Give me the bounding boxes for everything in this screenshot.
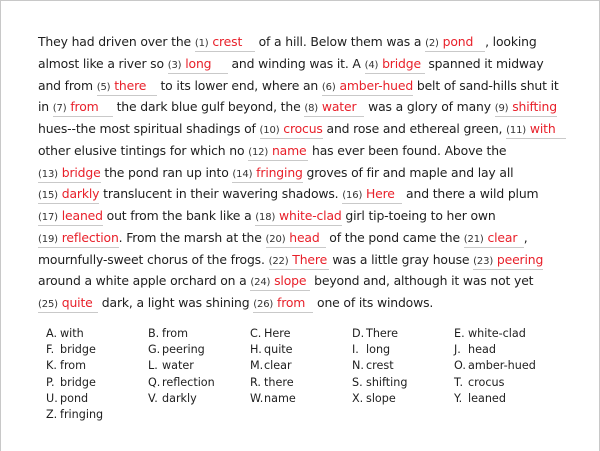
word-option: [352, 327, 454, 343]
option-word: darkly: [162, 391, 197, 405]
option-word: clear: [264, 359, 292, 373]
answer-blank[interactable]: [495, 99, 557, 117]
option-letter: V.: [148, 391, 158, 405]
passage-text: of a hill. Below them was a: [254, 34, 426, 49]
option-word: crocus: [468, 375, 505, 389]
filled-answer: quite: [61, 295, 93, 310]
blank-number: (7): [52, 103, 67, 115]
word-option: [46, 359, 148, 375]
blank-number: (23): [473, 255, 494, 267]
passage-text: belt of sand-hills shut it in: [38, 77, 559, 115]
word-option: [148, 376, 250, 392]
option-letter: Q.: [148, 375, 161, 389]
option-word: bridge: [60, 375, 96, 389]
word-option: [46, 343, 148, 359]
answer-blank[interactable]: [253, 295, 313, 313]
passage-text: out from the bank like a: [102, 208, 256, 223]
passage-text: beyond and, although it was not yet: [310, 273, 534, 289]
passage-text: the dark blue gulf beyond, the: [112, 99, 305, 115]
option-word: white-clad: [468, 327, 526, 340]
word-bank: [46, 327, 564, 424]
word-option: [148, 327, 250, 343]
answer-blank[interactable]: [248, 143, 308, 161]
answer-blank[interactable]: [38, 208, 103, 226]
word-option: [148, 343, 250, 359]
passage-text: They had driven over the: [38, 34, 195, 49]
option-word: name: [264, 391, 296, 405]
word-option: [454, 376, 564, 392]
option-word: amber-hued: [468, 359, 536, 373]
option-word: from: [162, 327, 189, 340]
option-word: peering: [162, 343, 205, 357]
option-word: fringing: [60, 407, 104, 421]
blank-number: (22): [268, 255, 289, 267]
option-letter: W.: [250, 391, 264, 405]
blank-number: (4): [364, 59, 379, 71]
word-option: [352, 359, 454, 375]
filled-answer: bridge: [382, 55, 421, 71]
option-word: there: [264, 375, 294, 389]
option-letter: C.: [250, 327, 262, 340]
passage-text: the pond ran up into: [100, 164, 233, 180]
filled-answer: shifting: [512, 99, 557, 115]
passage-text: hues--the most spiritual shadings of: [38, 121, 260, 136]
passage-text: dark, a light was shining: [98, 295, 254, 310]
option-word: water: [162, 359, 194, 373]
blank-number: (2): [425, 38, 439, 49]
blank-number: (20): [265, 233, 286, 245]
filled-answer: amber-hued: [339, 77, 414, 93]
passage-text: other elusive tintings for which no: [38, 142, 249, 158]
option-letter: Y.: [454, 391, 463, 405]
passage-text: girl tip-toeing to her own: [341, 208, 496, 223]
answer-blank[interactable]: [38, 295, 98, 313]
word-option: [46, 408, 148, 424]
answer-blank[interactable]: [250, 273, 310, 291]
answer-blank[interactable]: [232, 165, 302, 183]
passage-text: , mournfully-sweet chorus of the frogs.: [38, 229, 528, 267]
option-letter: M.: [250, 359, 264, 373]
passage-text: spanned it midway and from: [38, 55, 544, 93]
option-letter: A.: [46, 327, 58, 340]
answer-blank[interactable]: [38, 165, 101, 183]
option-word: from: [60, 359, 87, 373]
blank-number: (14): [232, 168, 253, 180]
word-option: [46, 376, 148, 392]
word-option: [250, 376, 352, 392]
answer-blank[interactable]: [195, 34, 255, 52]
option-word: crest: [366, 359, 394, 373]
filled-answer: name: [271, 142, 307, 158]
blank-number: (25): [38, 299, 58, 310]
passage-text: has ever been found. Above the: [308, 142, 507, 158]
passage-text: around a white apple orchard on a: [38, 273, 251, 289]
word-option: [454, 327, 564, 343]
filled-answer: white-clad: [279, 208, 342, 223]
answer-blank[interactable]: [473, 252, 543, 270]
filled-answer: Here: [366, 186, 395, 202]
passage-text: groves of fir and maple and lay all: [302, 164, 514, 180]
filled-answer: crest: [212, 34, 243, 49]
answer-blank[interactable]: [53, 99, 113, 117]
option-letter: O.: [454, 359, 466, 373]
word-option: [454, 359, 564, 375]
option-word: Here: [264, 327, 291, 340]
answer-blank[interactable]: [342, 186, 402, 204]
option-letter: D.: [352, 327, 365, 340]
option-letter: G.: [148, 343, 161, 357]
blank-number: (26): [253, 299, 274, 310]
option-word: bridge: [60, 343, 96, 357]
filled-answer: from: [276, 295, 306, 310]
option-word: with: [60, 327, 84, 340]
filled-answer: fringing: [256, 164, 303, 180]
option-word: slope: [366, 391, 396, 405]
word-option: [250, 327, 352, 343]
word-option: [250, 343, 352, 359]
option-word: leaned: [468, 391, 506, 405]
filled-answer: head: [289, 229, 320, 245]
blank-number: (17): [38, 212, 58, 223]
filled-answer: clear: [487, 229, 518, 245]
passage-text: of the pond came the: [325, 229, 464, 245]
blank-number: (16): [342, 190, 363, 202]
filled-answer: with: [529, 121, 556, 136]
option-letter: H.: [250, 343, 262, 357]
blank-number: (8): [304, 103, 319, 115]
answer-blank[interactable]: [464, 230, 524, 248]
blank-number: (13): [38, 168, 58, 180]
word-option: [454, 392, 564, 408]
word-option: [250, 392, 352, 408]
answer-blank[interactable]: [38, 230, 119, 248]
answer-blank[interactable]: [255, 208, 341, 226]
word-option: [46, 327, 148, 343]
filled-answer: pond: [442, 34, 474, 49]
filled-answer: long: [185, 55, 212, 71]
filled-answer: There: [292, 251, 328, 267]
filled-answer: crocus: [283, 121, 323, 136]
option-word: long: [366, 343, 391, 357]
word-option: [352, 343, 454, 359]
answer-blank[interactable]: [365, 56, 425, 74]
blank-number: (21): [463, 233, 484, 245]
option-letter: J.: [454, 343, 461, 357]
option-letter: X.: [352, 391, 364, 405]
option-letter: S.: [352, 375, 363, 389]
answer-blank[interactable]: [304, 99, 364, 117]
answer-blank[interactable]: [322, 78, 413, 96]
blank-number: (11): [506, 125, 527, 136]
word-option: [46, 392, 148, 408]
filled-answer: from: [70, 99, 99, 115]
option-word: reflection: [162, 375, 215, 389]
cloze-passage: [38, 31, 568, 314]
blank-number: (24): [250, 277, 271, 289]
blank-number: (6): [321, 81, 336, 93]
answer-blank[interactable]: [38, 186, 99, 204]
word-option: [454, 343, 564, 359]
filled-answer: slope: [274, 273, 307, 289]
word-option: [148, 359, 250, 375]
filled-answer: reflection: [61, 229, 119, 245]
answer-blank[interactable]: [425, 34, 485, 52]
filled-answer: darkly: [61, 186, 100, 202]
passage-text: and rose and ethereal green,: [322, 121, 507, 136]
filled-answer: bridge: [61, 164, 101, 180]
blank-number: (15): [38, 190, 58, 202]
filled-answer: peering: [496, 251, 544, 267]
answer-blank[interactable]: [260, 121, 323, 139]
blank-number: (1): [194, 38, 209, 49]
filled-answer: there: [114, 77, 147, 93]
passage-text: and there a wild plum: [402, 186, 539, 202]
passage-text: and winding was it. A: [227, 55, 365, 71]
filled-answer: leaned: [61, 208, 103, 223]
option-letter: B.: [148, 327, 160, 340]
option-letter: E.: [454, 327, 465, 340]
passage-text: , looking almost like a river so: [38, 34, 537, 71]
passage-text: was a little gray house: [328, 251, 474, 267]
option-word: shifting: [366, 375, 408, 389]
option-letter: F.: [46, 343, 55, 357]
option-letter: U.: [46, 391, 58, 405]
blank-number: (10): [259, 125, 280, 136]
option-letter: I.: [352, 343, 359, 357]
filled-answer: water: [321, 99, 357, 115]
option-letter: N.: [352, 359, 364, 373]
answer-blank[interactable]: [168, 56, 228, 74]
blank-number: (18): [255, 212, 276, 223]
blank-number: (19): [38, 233, 58, 245]
passage-text: . From the marsh at the: [118, 229, 266, 245]
word-option: [250, 359, 352, 375]
answer-blank[interactable]: [506, 121, 566, 139]
passage-text: one of its windows.: [313, 295, 434, 310]
option-letter: Z.: [46, 407, 58, 421]
option-word: quite: [264, 343, 293, 357]
blank-number: (9): [494, 103, 509, 115]
blank-number: (5): [96, 81, 111, 93]
word-option: [352, 392, 454, 408]
passage-text: to its lower end, where an: [156, 77, 322, 93]
option-word: pond: [60, 391, 89, 405]
word-option: [148, 392, 250, 408]
option-letter: K.: [46, 359, 57, 373]
option-letter: T.: [454, 375, 464, 389]
passage-text: translucent in their wavering shadows.: [99, 186, 343, 202]
blank-number: (12): [248, 146, 269, 158]
option-word: head: [468, 343, 496, 357]
blank-number: (3): [167, 59, 182, 71]
option-letter: L.: [148, 359, 158, 373]
option-word: There: [366, 327, 399, 340]
passage-text: was a glory of many: [364, 99, 495, 115]
option-letter: P.: [46, 375, 55, 389]
option-letter: R.: [250, 375, 261, 389]
word-option: [352, 376, 454, 392]
answer-blank[interactable]: [97, 78, 157, 96]
answer-blank[interactable]: [269, 252, 329, 270]
answer-blank[interactable]: [266, 230, 326, 248]
